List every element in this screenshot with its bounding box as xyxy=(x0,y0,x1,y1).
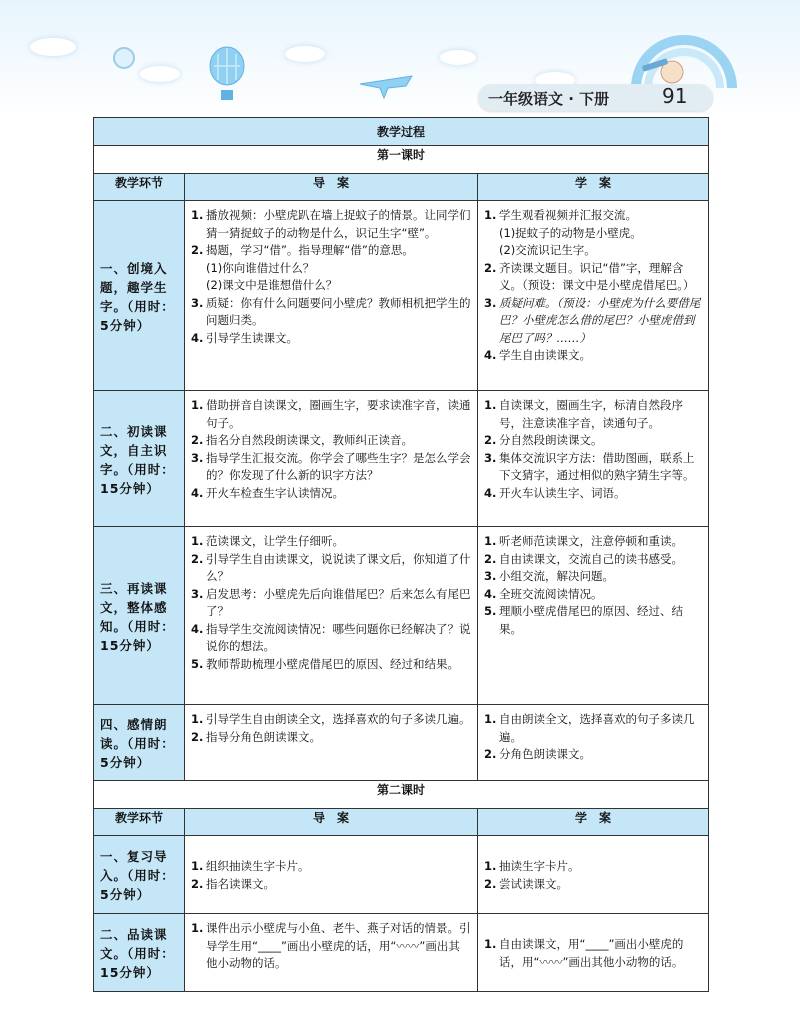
guide-cell: 1. 组织抽读生字卡片。 2. 指名读课文。 xyxy=(185,836,478,914)
stage-cell: 一、复习导入。（用时：5分钟） xyxy=(94,836,185,914)
study-cell: 1. 学生观看视频并汇报交流。 (1)捉蚊子的动物是小壁虎。 (2)交流识记生字。 2. 齐读课文题目。识记“借”字，理解含义。（预设：课文中是小壁虎借尾巴。） 3. 质疑问难。（预设：小壁虎为什么要借尾巴？小壁虎怎么借的尾巴？小壁虎借到尾巴了吗？……） 4. 学生自由读课文。 xyxy=(478,201,709,391)
lesson-2-label: 第二课时 xyxy=(94,781,709,809)
study-cell: 1. 听老师范读课文，注意停顿和重读。 2. 自由读课文，交流自己的读书感受。 3. 小组交流，解决问题。 4. 全班交流阅读情况。 5. 理顺小壁虎借尾巴的原因、经过、结果。 xyxy=(478,527,709,705)
cloud-icon xyxy=(30,38,76,56)
column-header-guide: 导 案 xyxy=(185,809,478,836)
stage-cell: 二、品读课文。（用时：15分钟） xyxy=(94,914,185,992)
book-title: 一年级语文 · 下册 xyxy=(488,90,610,108)
stage-cell: 一、创境入题，趣学生字。（用时：5分钟） xyxy=(94,201,185,391)
stage-cell: 二、初读课文，自主识字。（用时：15分钟） xyxy=(94,391,185,527)
column-header-study: 学 案 xyxy=(478,174,709,201)
table-row xyxy=(94,391,709,527)
column-header-guide: 导 案 xyxy=(185,174,478,201)
study-cell: 1. 自由朗读全文，选择喜欢的句子多读几遍。 2. 分角色朗读课文。 xyxy=(478,705,709,781)
guide-cell: 1. 借助拼音自读课文，圈画生字，要求读准字音，读通句子。 2. 指名分自然段朗读课文，教师纠正读音。 3. 指导学生汇报交流。你学会了哪些生字？是怎么学会的？你发现了什么新的识字方法？ 4. 开火车检查生字认读情况。 xyxy=(185,391,478,527)
table-title: 教学过程 xyxy=(94,118,709,146)
stage-cell: 四、感情朗读。（用时：5分钟） xyxy=(94,705,185,781)
rainbow-icon xyxy=(628,22,738,92)
column-header-stage: 教学环节 xyxy=(94,809,185,836)
lesson-1-label: 第一课时 xyxy=(94,146,709,174)
airplane-icon xyxy=(358,70,414,100)
stage-cell: 三、再读课文，整体感知。（用时：15分钟） xyxy=(94,527,185,705)
guide-cell: 1. 引导学生自由朗读全文，选择喜欢的句子多读几遍。 2. 指导分角色朗读课文。 xyxy=(185,705,478,781)
guide-cell: 1. 播放视频：小壁虎趴在墙上捉蚊子的情景。让同学们猜一猜捉蚊子的动物是什么，识记生字“壁”。 2. 揭题，学习“借”。指导理解“借”的意思。 (1)你向谁借过什么？ (2)课文中是谁想借什么？ 3. 质疑：你有什么问题要问小壁虎？教师相机把学生的问题归类。 4. 引导学生读课文。 xyxy=(185,201,478,391)
study-cell: 1. 抽读生字卡片。 2. 尝试读课文。 xyxy=(478,836,709,914)
table-row xyxy=(94,914,709,992)
guide-cell: 1. 范读课文，让学生仔细听。 2. 引导学生自由读课文，说说读了课文后，你知道了什么？ 3. 启发思考：小壁虎先后向谁借尾巴？后来怎么有尾巴了？ 4. 指导学生交流阅读情况：哪些问题你已经解决了？说说你的想法。 5. 教师帮助梳理小壁虎借尾巴的原因、经过和结果。 xyxy=(185,527,478,705)
teaching-process-table xyxy=(93,117,709,992)
cloud-icon xyxy=(140,66,180,82)
table-row xyxy=(94,836,709,914)
sun-icon xyxy=(108,42,140,74)
guide-cell: 1. 课件出示小壁虎与小鱼、老牛、燕子对话的情景。引导学生用“____”画出小壁虎的话，用“〰〰”画出其他小动物的话。 xyxy=(185,914,478,992)
study-cell: 1. 自读课文，圈画生字，标清自然段序号，注意读准字音，读通句子。 2. 分自然段朗读课文。 3. 集体交流识字方法：借助图画，联系上下文猜字，通过相似的熟字猜生字等。 4. 开火车认读生字、词语。 xyxy=(478,391,709,527)
table-row xyxy=(94,705,709,781)
page-number: 91 xyxy=(662,84,688,108)
column-header-stage: 教学环节 xyxy=(94,174,185,201)
table-row xyxy=(94,527,709,705)
cloud-icon xyxy=(285,46,325,62)
study-cell: 1. 自由读课文，用“____”画出小壁虎的话，用“〰〰”画出其他小动物的话。 xyxy=(478,914,709,992)
column-header-study: 学 案 xyxy=(478,809,709,836)
hot-air-balloon-icon xyxy=(208,46,246,106)
cloud-icon xyxy=(440,50,476,65)
table-row xyxy=(94,201,709,391)
